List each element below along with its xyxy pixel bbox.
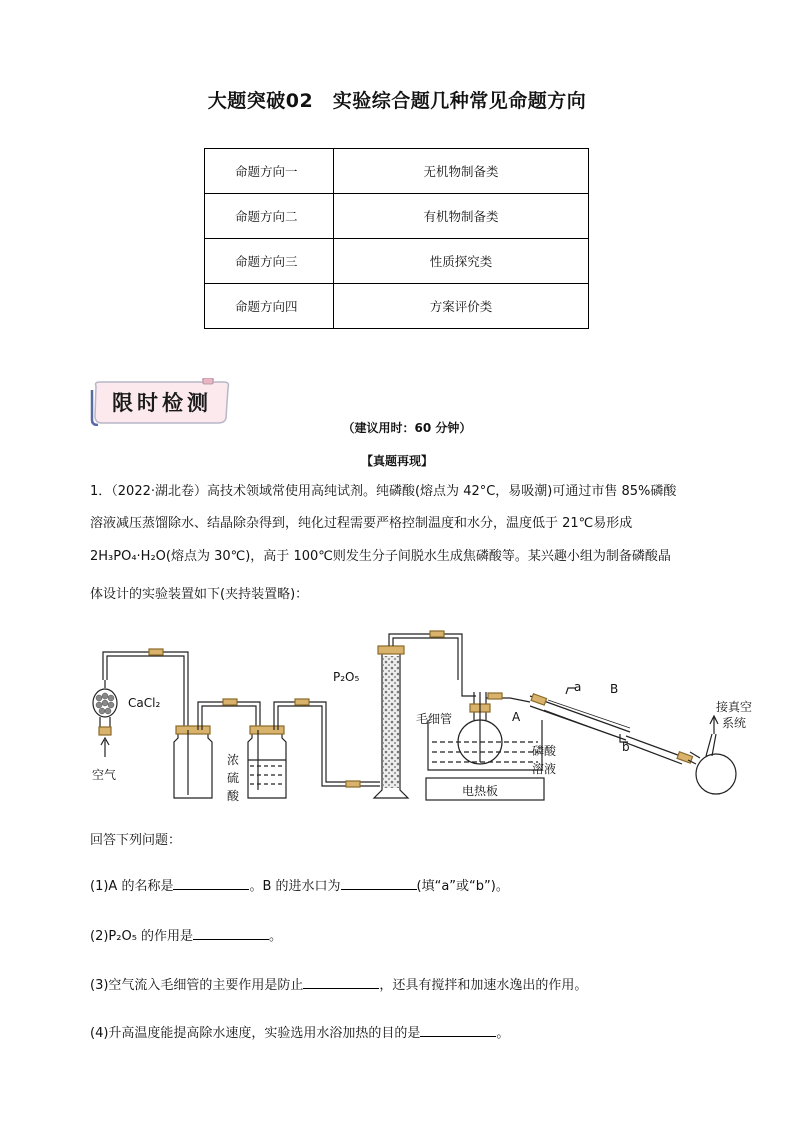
q1-text-a: (1)A 的名称是 <box>90 879 174 894</box>
label-condenser-b: B <box>610 682 619 696</box>
question-text-line: 1．（2022·湖北卷）高技术领域常使用高纯试剂。纯磷酸(熔点为 42°C，易吸潮)可通过市售 85%磷酸 <box>90 484 677 499</box>
sub-question-3 <box>90 976 587 995</box>
sub-question-1 <box>90 877 509 896</box>
section-title: 【真题再现】 <box>360 454 433 468</box>
q1-text-c: (填“a”或“b”)。 <box>416 879 509 894</box>
direction-value: 无机物制备类 <box>334 149 589 194</box>
question-text-line: 溶液减压蒸馏除水、结晶除杂得到，纯化过程需要严格控制温度和水分，温度低于 21℃易形成 <box>90 516 633 531</box>
answer-blank[interactable] <box>303 976 379 989</box>
label-phosphoric-2: 溶液 <box>532 762 557 776</box>
label-port-a: a <box>574 680 582 694</box>
apparatus-diagram <box>90 630 753 805</box>
direction-value: 性质探究类 <box>334 239 589 284</box>
label-flask-a: A <box>512 710 521 724</box>
question-text-line: 体设计的实验装置如下(夹持装置略)： <box>90 587 309 602</box>
time-hint: （建议用时：60 分钟） <box>342 421 472 435</box>
table-row <box>205 239 589 284</box>
table-row <box>205 194 589 239</box>
label-acid-1: 浓 <box>227 753 240 767</box>
label-acid-2: 硫 <box>227 771 240 785</box>
label-cacl2: CaCl₂ <box>128 696 161 710</box>
label-acid-3: 酸 <box>227 789 240 803</box>
q2-text-a: (2)P₂O₅ 的作用是 <box>90 929 194 944</box>
direction-table <box>204 148 589 329</box>
answer-blank[interactable] <box>173 877 249 890</box>
label-capillary: 毛细管 <box>416 712 453 726</box>
q4-text-b: 。 <box>496 1026 510 1041</box>
label-heater: 电热板 <box>462 784 499 798</box>
q4-text-a: (4)升高温度能提高除水速度，实验选用水浴加热的目的是 <box>90 1026 421 1041</box>
direction-label: 命题方向一 <box>205 149 334 194</box>
question-text-line: 2H₃PO₄·H₂O(熔点为 30℃)，高于 100℃则发生分子间脱水生成焦磷酸等。某兴趣小组为制备磷酸晶 <box>90 549 671 564</box>
label-p2o5: P₂O₅ <box>333 670 360 684</box>
q3-text-b: ，还具有搅拌和加速水逸出的作用。 <box>379 978 588 993</box>
sub-question-4 <box>90 1024 509 1043</box>
direction-label: 命题方向四 <box>205 284 334 329</box>
label-port-b: b <box>622 740 630 754</box>
answer-blank[interactable] <box>341 877 417 890</box>
page-title: 大题突破02 实验综合题几种常见命题方向 <box>207 90 587 112</box>
label-vacuum-1: 接真空 <box>716 700 753 714</box>
sub-question-2 <box>90 927 282 946</box>
q3-text-a: (3)空气流入毛细管的主要作用是防止 <box>90 978 304 993</box>
direction-value: 方案评价类 <box>334 284 589 329</box>
label-vacuum-2: 系统 <box>722 716 747 730</box>
banner-label: 限时检测 <box>112 391 212 415</box>
q2-text-b: 。 <box>269 929 283 944</box>
answer-blank[interactable] <box>420 1024 496 1037</box>
answer-blank[interactable] <box>193 927 269 940</box>
direction-value: 有机物制备类 <box>334 194 589 239</box>
label-air: 空气 <box>92 768 117 782</box>
direction-label: 命题方向三 <box>205 239 334 284</box>
table-row <box>205 284 589 329</box>
answer-prompt: 回答下列问题： <box>90 833 182 848</box>
table-row <box>205 149 589 194</box>
q1-text-b: 。B 的进水口为 <box>249 879 341 894</box>
direction-label: 命题方向二 <box>205 194 334 239</box>
label-phosphoric-1: 磷酸 <box>532 744 557 758</box>
